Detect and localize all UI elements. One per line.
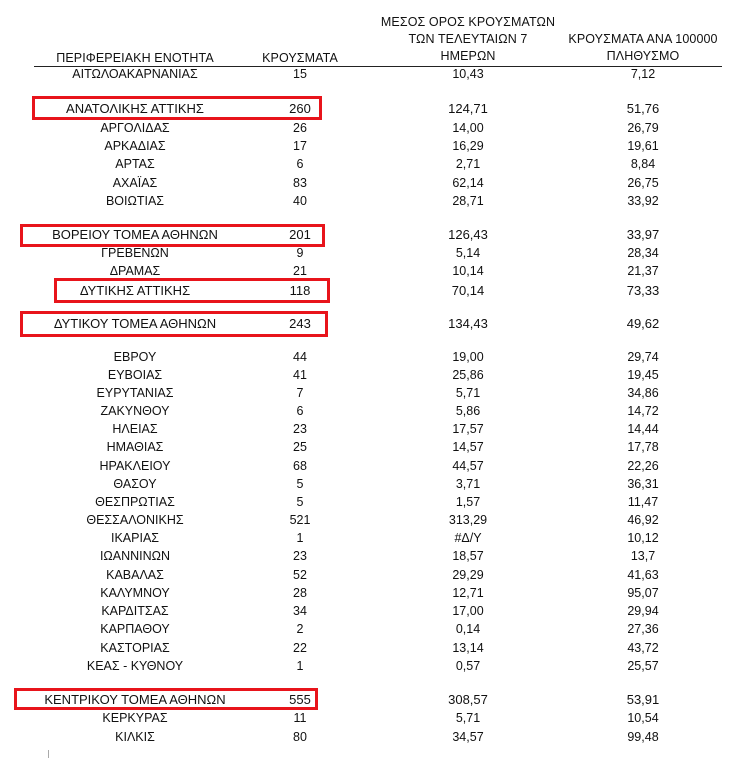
region-cell: ΚΑΣΤΟΡΙΑΣ (100, 641, 170, 655)
header-avg7 (370, 14, 566, 65)
region-cell: ΑΡΓΟΛΙΔΑΣ (100, 121, 170, 135)
cases-cell: 521 (289, 513, 311, 527)
table-row (0, 620, 734, 638)
avg7-cell: 16,29 (452, 139, 484, 153)
cases-cell: 80 (293, 730, 307, 744)
cases-cell: 555 (289, 692, 311, 707)
per100k-cell: 41,63 (627, 568, 659, 582)
avg7-cell: 25,86 (452, 368, 484, 382)
region-cell: ΚΙΛΚΙΣ (115, 730, 155, 744)
table-row (0, 457, 734, 475)
region-cell: ΕΒΡΟΥ (113, 350, 157, 364)
per100k-cell: 99,48 (627, 730, 659, 744)
table-row (0, 99, 734, 119)
avg7-cell: 28,71 (452, 194, 484, 208)
per100k-cell: 49,62 (626, 316, 660, 331)
table-row (0, 657, 734, 675)
per100k-cell: 29,94 (627, 604, 659, 618)
header-region: ΠΕΡΙΦΕΡΕΙΑΚΗ ΕΝΟΤΗΤΑ (56, 51, 214, 65)
table-row (0, 420, 734, 438)
cases-cell: 201 (289, 227, 311, 242)
table-row (0, 281, 734, 301)
region-cell: ΗΛΕΙΑΣ (112, 422, 158, 436)
cases-cell: 5 (296, 495, 304, 509)
per100k-cell: 8,84 (630, 157, 656, 171)
per100k-cell: 36,31 (627, 477, 659, 491)
region-cell: ΗΜΑΘΙΑΣ (106, 440, 164, 454)
region-cell: ΘΕΣΣΑΛΟΝΙΚΗΣ (86, 513, 184, 527)
cases-cell: 28 (293, 586, 307, 600)
table-row (0, 690, 734, 710)
cases-cell: 1 (296, 531, 304, 545)
cases-cell: 6 (296, 157, 304, 171)
table-row (0, 511, 734, 529)
per100k-cell: 25,57 (627, 659, 659, 673)
region-cell: ΒΟΙΩΤΙΑΣ (105, 194, 165, 208)
region-cell: ΔΡΑΜΑΣ (109, 264, 161, 278)
cases-cell: 34 (293, 604, 307, 618)
header-per100k-line2: ΠΛΗΘΥΣΜΟ (606, 49, 680, 63)
avg7-cell: 2,71 (455, 157, 481, 171)
per100k-cell: 11,47 (627, 495, 659, 509)
per100k-cell: 22,26 (627, 459, 659, 473)
table-row (0, 366, 734, 384)
cases-cell: 52 (293, 568, 307, 582)
header-avg7-line2: ΤΩΝ ΤΕΛΕΥΤΑΙΩΝ 7 (408, 32, 528, 46)
table-row (0, 174, 734, 192)
table-row (0, 225, 734, 245)
avg7-cell: 5,86 (455, 404, 481, 418)
region-cell: ΕΥΒΟΙΑΣ (107, 368, 163, 382)
per100k-cell: 95,07 (627, 586, 659, 600)
table-row (0, 493, 734, 511)
header-per100k-line1: ΚΡΟΥΣΜΑΤΑ ΑΝΑ 100000 (568, 32, 718, 46)
cases-cell: 23 (293, 422, 307, 436)
cases-cell: 83 (293, 176, 307, 190)
table-row (0, 547, 734, 565)
region-cell: ΘΑΣΟΥ (113, 477, 157, 491)
cases-cell: 7 (296, 386, 304, 400)
avg7-cell: 0,14 (455, 622, 481, 636)
cases-cell: 41 (293, 368, 307, 382)
region-cell: ΑΝΑΤΟΛΙΚΗΣ ΑΤΤΙΚΗΣ (66, 101, 204, 116)
region-cell: ΖΑΚΥΝΘΟΥ (100, 404, 170, 418)
region-cell: ΔΥΤΙΚΗΣ ΑΤΤΙΚΗΣ (79, 283, 191, 298)
cases-cell: 17 (293, 139, 307, 153)
avg7-cell: 17,57 (452, 422, 484, 436)
per100k-cell: 28,34 (627, 246, 659, 260)
region-cell: ΑΡΤΑΣ (115, 157, 155, 171)
region-cell: ΗΡΑΚΛΕΙΟΥ (99, 459, 171, 473)
avg7-cell: 126,43 (448, 227, 488, 242)
header-avg7-line3: ΗΜΕΡΩΝ (440, 49, 496, 63)
region-cell: ΙΚΑΡΙΑΣ (110, 531, 160, 545)
avg7-cell: 14,57 (452, 440, 484, 454)
cases-cell: 5 (296, 477, 304, 491)
table-row (0, 566, 734, 584)
table-row (0, 314, 734, 334)
per100k-cell: 33,92 (627, 194, 659, 208)
per100k-cell: 73,33 (626, 283, 660, 298)
avg7-cell: 12,71 (452, 586, 484, 600)
region-cell: ΚΑΛΥΜΝΟΥ (100, 586, 170, 600)
avg7-cell: 62,14 (452, 176, 484, 190)
table-row (0, 65, 734, 83)
region-cell: ΕΥΡΥΤΑΝΙΑΣ (96, 386, 174, 400)
cases-cell: 22 (293, 641, 307, 655)
per100k-cell: 34,86 (627, 386, 659, 400)
region-cell: ΚΑΡΠΑΘΟΥ (100, 622, 170, 636)
cases-cell: 26 (293, 121, 307, 135)
avg7-cell: 19,00 (452, 350, 484, 364)
cases-cell: 21 (293, 264, 307, 278)
region-cell: ΙΩΑΝΝΙΝΩΝ (99, 549, 171, 563)
per100k-cell: 21,37 (627, 264, 659, 278)
table-row (0, 402, 734, 420)
table-row (0, 119, 734, 137)
avg7-cell: 10,14 (452, 264, 484, 278)
avg7-cell: 134,43 (448, 316, 488, 331)
region-cell: ΒΟΡΕΙΟΥ ΤΟΜΕΑ ΑΘΗΝΩΝ (52, 227, 218, 242)
avg7-cell: 5,71 (455, 711, 481, 725)
per100k-cell: 51,76 (626, 101, 660, 116)
table-row (0, 529, 734, 547)
avg7-cell: 1,57 (455, 495, 481, 509)
per100k-cell: 14,44 (627, 422, 659, 436)
cases-cell: 40 (293, 194, 307, 208)
table-row (0, 244, 734, 262)
region-cell: ΚΑΡΔΙΤΣΑΣ (101, 604, 169, 618)
table-row (0, 475, 734, 493)
table-row (0, 728, 734, 746)
cases-cell: 9 (296, 246, 304, 260)
header-per100k (560, 31, 726, 65)
avg7-cell: 44,57 (452, 459, 484, 473)
per100k-cell: 17,78 (627, 440, 659, 454)
region-cell: ΑΧΑΪΑΣ (112, 176, 158, 190)
per100k-cell: 33,97 (626, 227, 660, 242)
cases-cell: 11 (293, 711, 307, 725)
per100k-cell: 46,92 (627, 513, 659, 527)
cases-cell: 23 (293, 549, 307, 563)
avg7-cell: 70,14 (451, 283, 485, 298)
avg7-cell: 5,14 (455, 246, 481, 260)
region-cell: ΚΕΝΤΡΙΚΟΥ ΤΟΜΕΑ ΑΘΗΝΩΝ (44, 692, 226, 707)
cases-cell: 260 (289, 101, 311, 116)
region-cell: ΚΕΑΣ - ΚΥΘΝΟΥ (86, 659, 184, 673)
avg7-cell: 5,71 (455, 386, 481, 400)
table-row (0, 137, 734, 155)
per100k-cell: 14,72 (627, 404, 659, 418)
avg7-cell: 14,00 (452, 121, 484, 135)
avg7-cell: 3,71 (455, 477, 481, 491)
per100k-cell: 26,75 (627, 176, 659, 190)
table-row (0, 384, 734, 402)
region-cell: ΑΙΤΩΛΟΑΚΑΡΝΑΝΙΑΣ (72, 67, 198, 81)
per100k-cell: 27,36 (627, 622, 659, 636)
per100k-cell: 19,45 (627, 368, 659, 382)
avg7-cell: 313,29 (448, 513, 488, 527)
header-avg7-line1: ΜΕΣΟΣ ΟΡΟΣ ΚΡΟΥΣΜΑΤΩΝ (380, 15, 556, 29)
table-row (0, 639, 734, 657)
table-row (0, 584, 734, 602)
per100k-cell: 53,91 (626, 692, 660, 707)
cases-cell: 6 (296, 404, 304, 418)
avg7-cell: 10,43 (452, 67, 484, 81)
avg7-cell: 308,57 (448, 692, 488, 707)
table-row (0, 709, 734, 727)
table-row (0, 348, 734, 366)
page-edge-mark (48, 750, 49, 758)
per100k-cell: 10,54 (627, 711, 659, 725)
per100k-cell: 29,74 (627, 350, 659, 364)
region-cell: ΘΕΣΠΡΩΤΙΑΣ (95, 495, 175, 509)
avg7-cell: 29,29 (452, 568, 484, 582)
table-row (0, 602, 734, 620)
table-row (0, 438, 734, 456)
per100k-cell: 26,79 (627, 121, 659, 135)
avg7-cell: 13,14 (452, 641, 484, 655)
region-cell: ΓΡΕΒΕΝΩΝ (101, 246, 169, 260)
per100k-cell: 13,7 (630, 549, 656, 563)
per100k-cell: 7,12 (630, 67, 656, 81)
header-cases: ΚΡΟΥΣΜΑΤΑ (262, 51, 338, 65)
cases-cell: 118 (289, 283, 311, 298)
table-row (0, 262, 734, 280)
region-cell: ΚΕΡΚΥΡΑΣ (102, 711, 168, 725)
cases-cell: 68 (293, 459, 307, 473)
avg7-cell: 18,57 (452, 549, 484, 563)
avg7-cell: #Δ/Υ (454, 531, 482, 545)
per100k-cell: 19,61 (627, 139, 659, 153)
cases-cell: 15 (293, 67, 307, 81)
per100k-cell: 10,12 (627, 531, 659, 545)
per100k-cell: 43,72 (627, 641, 659, 655)
region-cell: ΚΑΒΑΛΑΣ (106, 568, 164, 582)
cases-cell: 2 (296, 622, 304, 636)
avg7-cell: 0,57 (455, 659, 481, 673)
cases-cell: 25 (293, 440, 307, 454)
table-row (0, 192, 734, 210)
cases-cell: 44 (293, 350, 307, 364)
region-cell: ΑΡΚΑΔΙΑΣ (104, 139, 166, 153)
table-row (0, 155, 734, 173)
cases-cell: 243 (289, 316, 311, 331)
cases-cell: 1 (296, 659, 304, 673)
avg7-cell: 17,00 (452, 604, 484, 618)
region-cell: ΔΥΤΙΚΟΥ ΤΟΜΕΑ ΑΘΗΝΩΝ (53, 316, 217, 331)
avg7-cell: 124,71 (448, 101, 488, 116)
avg7-cell: 34,57 (452, 730, 484, 744)
